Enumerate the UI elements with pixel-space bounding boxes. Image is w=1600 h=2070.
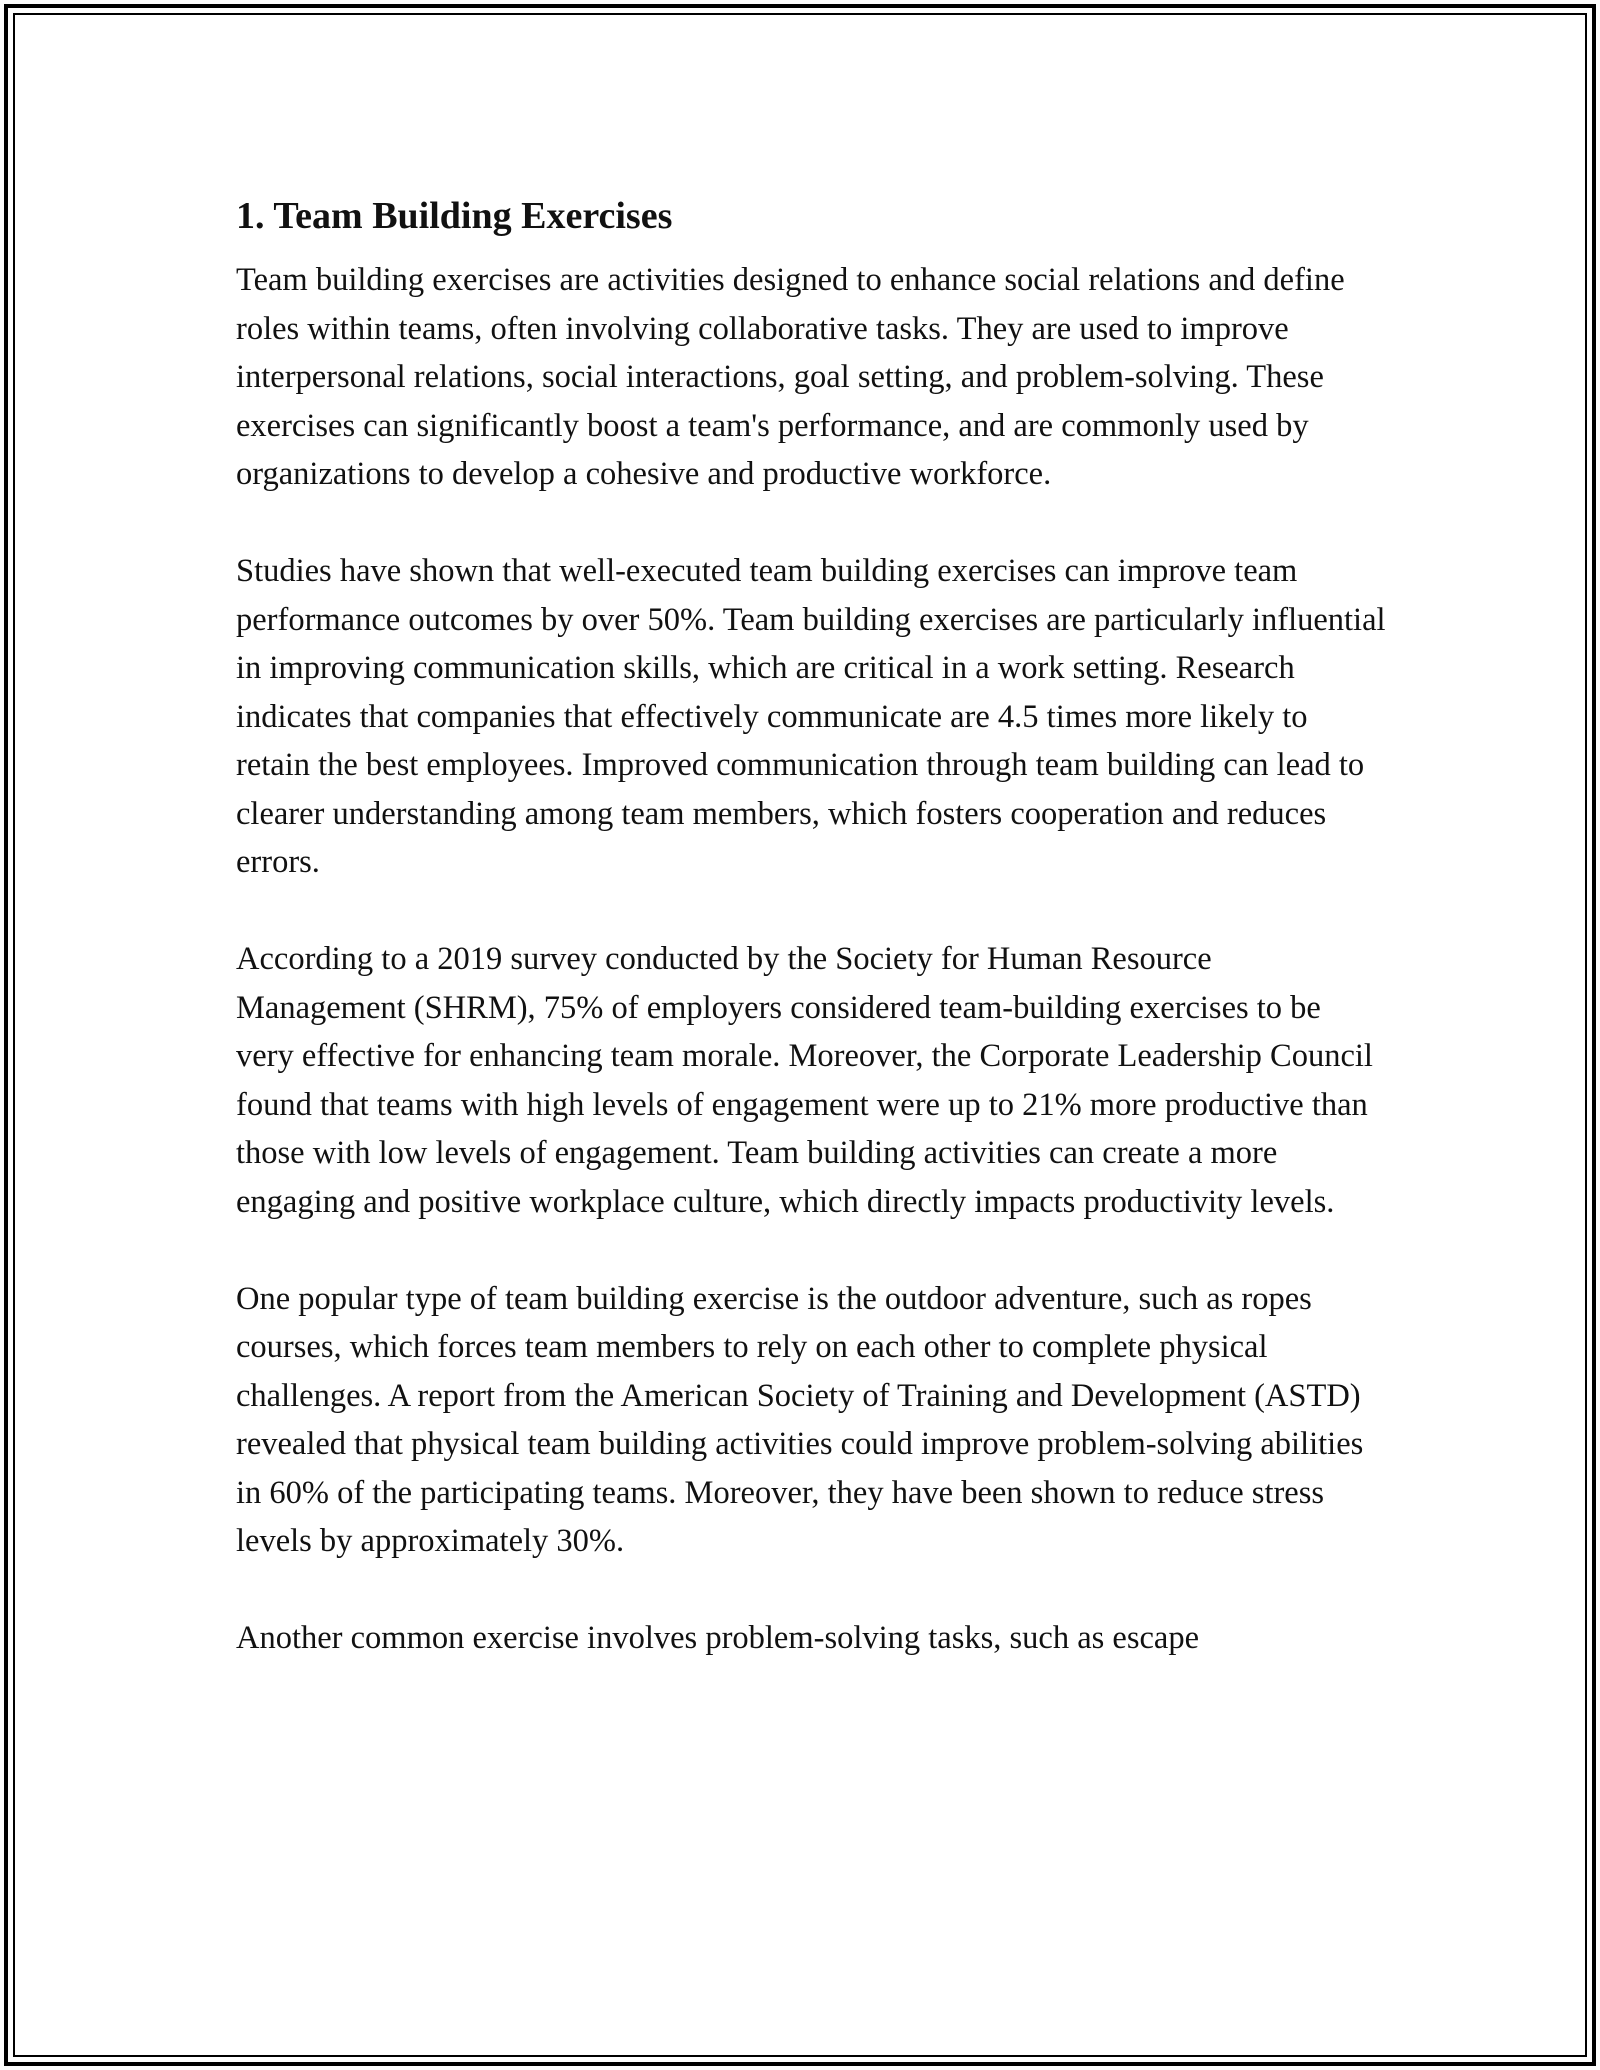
paragraph-outdoor: One popular type of team building exercise is the outdoor adventure, such as ropes courses, which forces team members to rely on each other to complete physical challenges. A report from the American Society of Training and Development (ASTD) revealed that physical team building activities could improve problem-solving abilities in 60% of the participating teams. Moreover, they have been shown to reduce stress levels by approximately 30%. [236,1280,1364,1559]
paragraph-studies: Studies have shown that well-executed team building exercises can improve team performance outcomes by over 50%. Team building exercises are particularly influential in improving communication skills, which are critical in a work setting. Research indicates that companies that effectively communicate are 4.5 times more likely to retain the best employees. Improved communication through team building can lead to clearer understanding among team members, which fosters cooperation and reduces errors. [236,553,1386,880]
paragraph-intro: Team building exercises are activities designed to enhance social relations and define roles within teams, often involving collaborative tasks. They are used to improve interpersonal relations, social interactions, goal setting, and problem-solving. These exercises can significantly boost a team's performance, and are commonly used by organizations to develop a cohesive and productive workforce. [236,262,1345,492]
paragraph-problem-solving: Another common exercise involves problem-solving tasks, such as escape [236,1620,1200,1656]
document-body [236,180,1386,1711]
paragraph-survey: According to a 2019 survey conducted by the Society for Human Resource Management (SHRM), 75% of employers considered team-building exercises to be very effective for enhancing team morale. Moreover, the Corporate Leadership Council found that teams with high levels of engagement were up to 21% more productive than those with low levels of engagement. Team building activities can create a more engaging and positive workplace culture, which directly impacts productivity levels. [236,941,1373,1220]
section-heading: 1. Team Building Exercises [236,195,673,237]
